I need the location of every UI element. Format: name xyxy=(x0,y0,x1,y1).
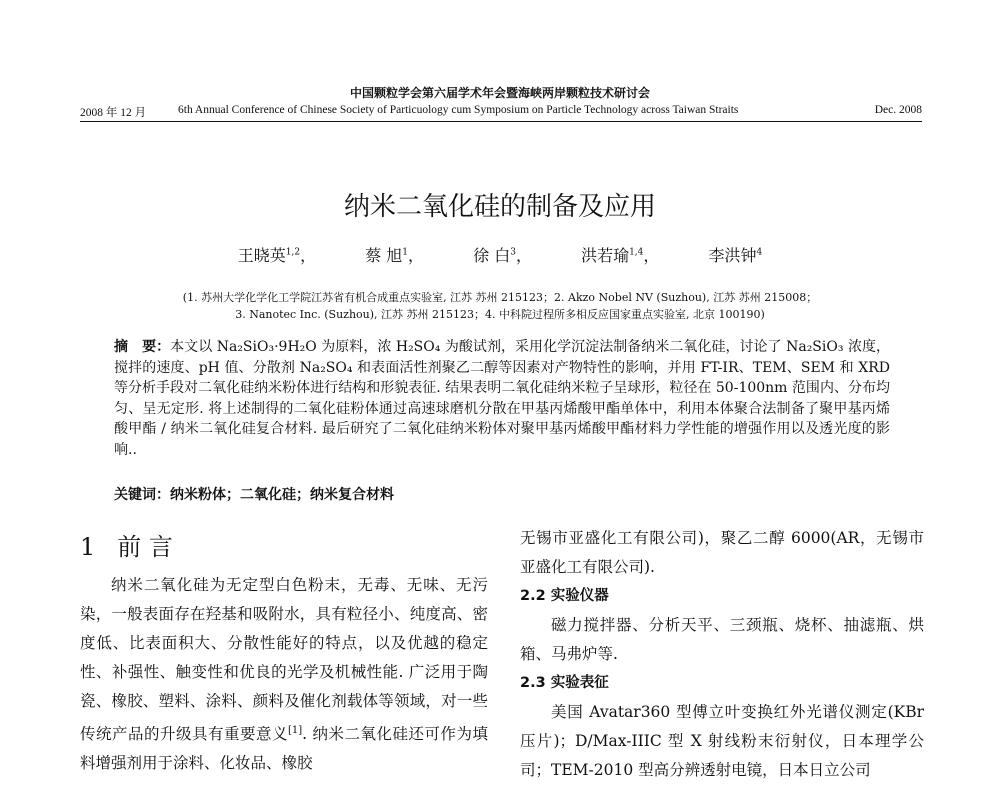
body-paragraph: 美国 Avatar360 型傅立叶变换红外光谱仪测定(KBr 压片)；D/Max-IIIC 型 X 射线粉末衍射仪，日本理学公司；TEM-2010 型高分辨透射电镜，日本日立公司 xyxy=(520,703,924,779)
affiliation-line-2: 3. Nanotec Inc. (Suzhou), 江苏 苏州 215123；4. 中科院过程所多相反应国家重点实验室, 北京 100190) xyxy=(235,308,765,321)
body-paragraph: 无锡市亚盛化工有限公司)，聚乙二醇 6000(AR，无锡市亚盛化工有限公司). xyxy=(520,529,924,576)
subsection-heading: 2.3 实验表征 xyxy=(520,675,609,691)
paper-title: 纳米二氧化硅的制备及应用 xyxy=(343,192,656,222)
right-column xyxy=(520,524,924,785)
author: 李洪钟$^4$ xyxy=(708,246,763,265)
subsection-heading: 2.2 实验仪器 xyxy=(520,588,609,604)
author: 洪若瑜$^{1,4}$， xyxy=(581,246,660,265)
body-paragraph: 磁力搅拌器、分析天平、三颈瓶、烧杯、抽滤瓶、烘箱、马弗炉等. xyxy=(520,616,924,663)
conference-title-cn: 中国颗粒学会第六届学术年会暨海峡两岸颗粒技术研讨会 xyxy=(349,86,650,100)
keywords-label: 关键词： xyxy=(114,487,170,503)
section-title: 前 言 xyxy=(117,533,173,561)
header-rule xyxy=(80,121,922,122)
header-conference-en: 6th Annual Conference of Chinese Society of Particuology cum Symposium on Particle Technology across Taiwan Straits xyxy=(178,104,739,116)
citation-ref: [1] xyxy=(287,725,303,736)
header-date-en: Dec. 2008 xyxy=(874,104,922,116)
author: 蔡 旭$^1$， xyxy=(365,246,425,265)
keywords xyxy=(114,484,890,504)
author-list xyxy=(0,243,1000,266)
affiliation-line-1: (1. 苏州大学化学化工学院江苏省有机合成重点实验室, 江苏 苏州 215123；2. Akzo Nobel NV (Suzhou), 江苏 苏州 215008； xyxy=(182,291,818,304)
abstract xyxy=(114,337,890,460)
body-paragraph: 纳米二氧化硅为无定型白色粉末，无毒、无味、无污染，一般表面存在羟基和吸附水，具有粒径小、纯度高、密度低、比表面积大、分散性能好的特点，以及优越的稳定性、补强性、触变性和优良的光学及机械性能. 广泛用于陶瓷、橡胶、塑料、涂料、颜料及催化剂载体等领域，对一些传统产品的升级具有重要意义[1]. 纳米二氧化硅还可作为填料增强剂用于涂料、化妆品、橡胶 xyxy=(80,576,488,773)
section-heading xyxy=(80,527,173,562)
header-date-cn: 2008 年 12 月 xyxy=(80,107,147,119)
author: 徐 白$^3$， xyxy=(473,246,532,265)
author: 王晓英$^{1,2}$， xyxy=(237,246,317,265)
keywords-text: 纳米粉体；二氧化硅；纳米复合材料 xyxy=(170,487,394,503)
abstract-label: 摘 要： xyxy=(114,339,171,355)
abstract-text: 本文以 Na₂SiO₃·9H₂O 为原料，浓 H₂SO₄ 为酸试剂，采用化学沉淀法制备纳米二氧化硅，讨论了 Na₂SiO₃ 浓度，搅拌的速度、pH 值、分散剂 Na₂SO₄ 和表面活性剂聚乙二醇等因素对产物特性的影响，并用 FT-IR、TEM、SEM 和 XRD 等分析手段对二氧化硅纳米粉体进行结构和形貌表征. 结果表明二氧化硅纳米粒子呈球形，粒径在 50-100nm 范围内、分布均匀、呈无定形. 将上述制得的二氧化硅粉体通过高速球磨机分散在甲基丙烯酸甲酯单体中，利用本体聚合法制备了聚甲基丙烯酸甲酯 / 纳米二氧化硅复合材料. 最后研究了二氧化硅纳米粉体对聚甲基丙烯酸甲酯材料力学性能的增强作用以及透光度的影响.. xyxy=(114,339,891,458)
left-column xyxy=(80,571,488,778)
section-number: 1 xyxy=(80,533,96,561)
